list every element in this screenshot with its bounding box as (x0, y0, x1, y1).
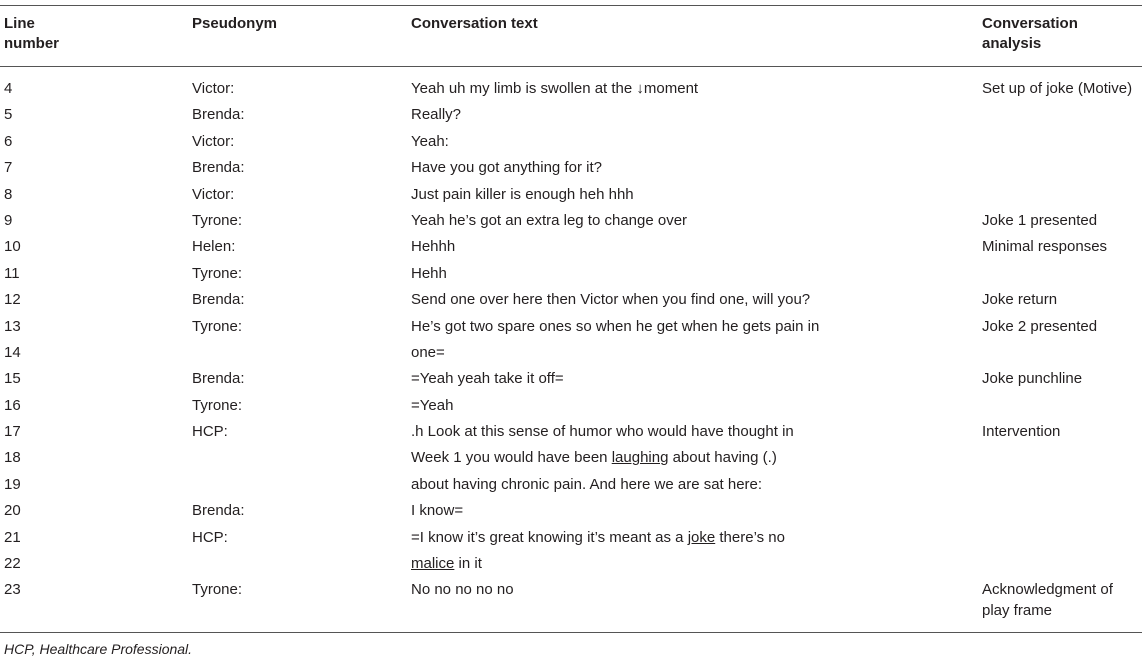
conversation-text: Send one over here then Victor when you find one, will you? (411, 291, 811, 309)
line-number: 5 (4, 106, 13, 124)
line-number: 11 (4, 264, 20, 282)
text-segment: in it (454, 555, 482, 573)
conversation-analysis: Acknowledgment of play frame (982, 581, 1113, 620)
line-number: 15 (4, 370, 21, 388)
table-row (0, 551, 1142, 577)
pseudonym: Helen: (192, 238, 236, 256)
conversation-text: Really? (411, 106, 462, 124)
line-number: 16 (4, 396, 21, 414)
table-row (0, 287, 1142, 313)
pseudonym: Brenda: (192, 370, 245, 388)
conversation-text: .h Look at this sense of humor who would have thought in (411, 423, 794, 441)
conversation-text: =Yeah (411, 396, 454, 414)
pseudonym: Brenda: (192, 291, 245, 309)
line-number: 20 (4, 502, 21, 520)
table-row (0, 182, 1142, 208)
pseudonym: Victor: (192, 132, 235, 150)
line-number: 7 (4, 159, 13, 177)
header-line-number: Line number (4, 15, 60, 52)
table-row (0, 419, 1142, 445)
conversation-analysis: Joke punchline (982, 370, 1083, 388)
pseudonym: Tyrone: (192, 581, 243, 599)
table-header-rule (0, 66, 1142, 67)
line-number: 6 (4, 132, 13, 150)
pseudonym: Brenda: (192, 502, 245, 520)
pseudonym: HCP: (192, 528, 228, 546)
pseudonym: Victor: (192, 80, 235, 97)
pseudonym: HCP: (192, 423, 228, 441)
pseudonym: Victor: (192, 185, 235, 203)
table-bottom-rule (0, 632, 1142, 633)
pseudonym: Tyrone: (192, 264, 243, 282)
text-segment: there’s no (715, 528, 785, 546)
conversation-text: Yeah: (411, 132, 449, 150)
header-conversation-text: Conversation text (411, 15, 538, 32)
table-row (0, 208, 1142, 234)
line-number: 4 (4, 80, 13, 97)
table-row (0, 472, 1142, 498)
table-body (0, 76, 1142, 621)
line-number: 8 (4, 185, 13, 203)
underlined-word: malice (411, 555, 455, 573)
line-number: 9 (4, 211, 13, 229)
conversation-analysis: Set up of joke (Motive) (982, 80, 1133, 97)
conversation-text: He’s got two spare ones so when he get when he gets pain in (411, 317, 820, 335)
table-row (0, 155, 1142, 181)
table-row (0, 525, 1142, 551)
table-row (0, 445, 1142, 471)
conversation-text (411, 445, 971, 471)
conversation-analysis: Intervention (982, 423, 1061, 441)
line-number: 10 (4, 238, 21, 256)
conversation-analysis: Minimal responses (982, 238, 1108, 256)
line-number: 12 (4, 291, 21, 309)
line-number: 17 (4, 423, 21, 441)
table-footnote: HCP, Healthcare Professional. (4, 641, 193, 657)
conversation-text: =Yeah yeah take it off= (411, 370, 564, 388)
conversation-text: about having chronic pain. And here we are sat here: (411, 475, 763, 493)
conversation-text (411, 525, 971, 551)
table-row (0, 314, 1142, 340)
pseudonym: Tyrone: (192, 317, 243, 335)
pseudonym: Tyrone: (192, 396, 243, 414)
table-row (0, 366, 1142, 392)
text-segment: Week 1 you would have been (411, 449, 612, 467)
table-row (0, 340, 1142, 366)
table-row (0, 261, 1142, 287)
header-pseudonym: Pseudonym (192, 15, 278, 32)
conversation-analysis: Joke 1 presented (982, 211, 1098, 229)
line-number: 22 (4, 555, 21, 573)
table-row (0, 102, 1142, 128)
table-top-rule (0, 5, 1142, 6)
conversation-text: Hehhh (411, 238, 456, 256)
line-number: 13 (4, 317, 21, 335)
table-row (0, 498, 1142, 524)
pseudonym: Tyrone: (192, 211, 243, 229)
conversation-text: Hehh (411, 264, 447, 282)
conversation-text (411, 551, 971, 577)
line-number: 14 (4, 343, 21, 361)
conversation-text: Have you got anything for it? (411, 159, 602, 177)
line-number: 23 (4, 581, 21, 599)
table-row (0, 76, 1142, 102)
text-segment: about having (.) (668, 449, 777, 467)
line-number: 21 (4, 528, 21, 546)
conversation-analysis: Joke return (982, 291, 1058, 309)
text-segment: =I know it’s great knowing it’s meant as a (411, 528, 688, 546)
table-row (0, 577, 1142, 621)
underlined-word: laughing (611, 449, 669, 467)
conversation-text: Yeah he’s got an extra leg to change over (411, 211, 688, 229)
table-header (0, 14, 1142, 64)
header-conversation-analysis: Conversation analysis (982, 15, 1078, 52)
conversation-text: Yeah uh my limb is swollen at the ↓moment (411, 80, 699, 97)
conversation-text: I know= (411, 502, 464, 520)
underlined-word: joke (687, 528, 716, 546)
pseudonym: Brenda: (192, 106, 245, 124)
conversation-text: one= (411, 343, 445, 361)
line-number: 19 (4, 475, 21, 493)
line-number: 18 (4, 449, 21, 467)
conversation-text: No no no no no (411, 581, 514, 599)
table-row (0, 129, 1142, 155)
conversation-analysis: Joke 2 presented (982, 317, 1098, 335)
conversation-text: Just pain killer is enough heh hhh (411, 185, 634, 203)
table-row (0, 234, 1142, 260)
table-row (0, 393, 1142, 419)
pseudonym: Brenda: (192, 159, 245, 177)
